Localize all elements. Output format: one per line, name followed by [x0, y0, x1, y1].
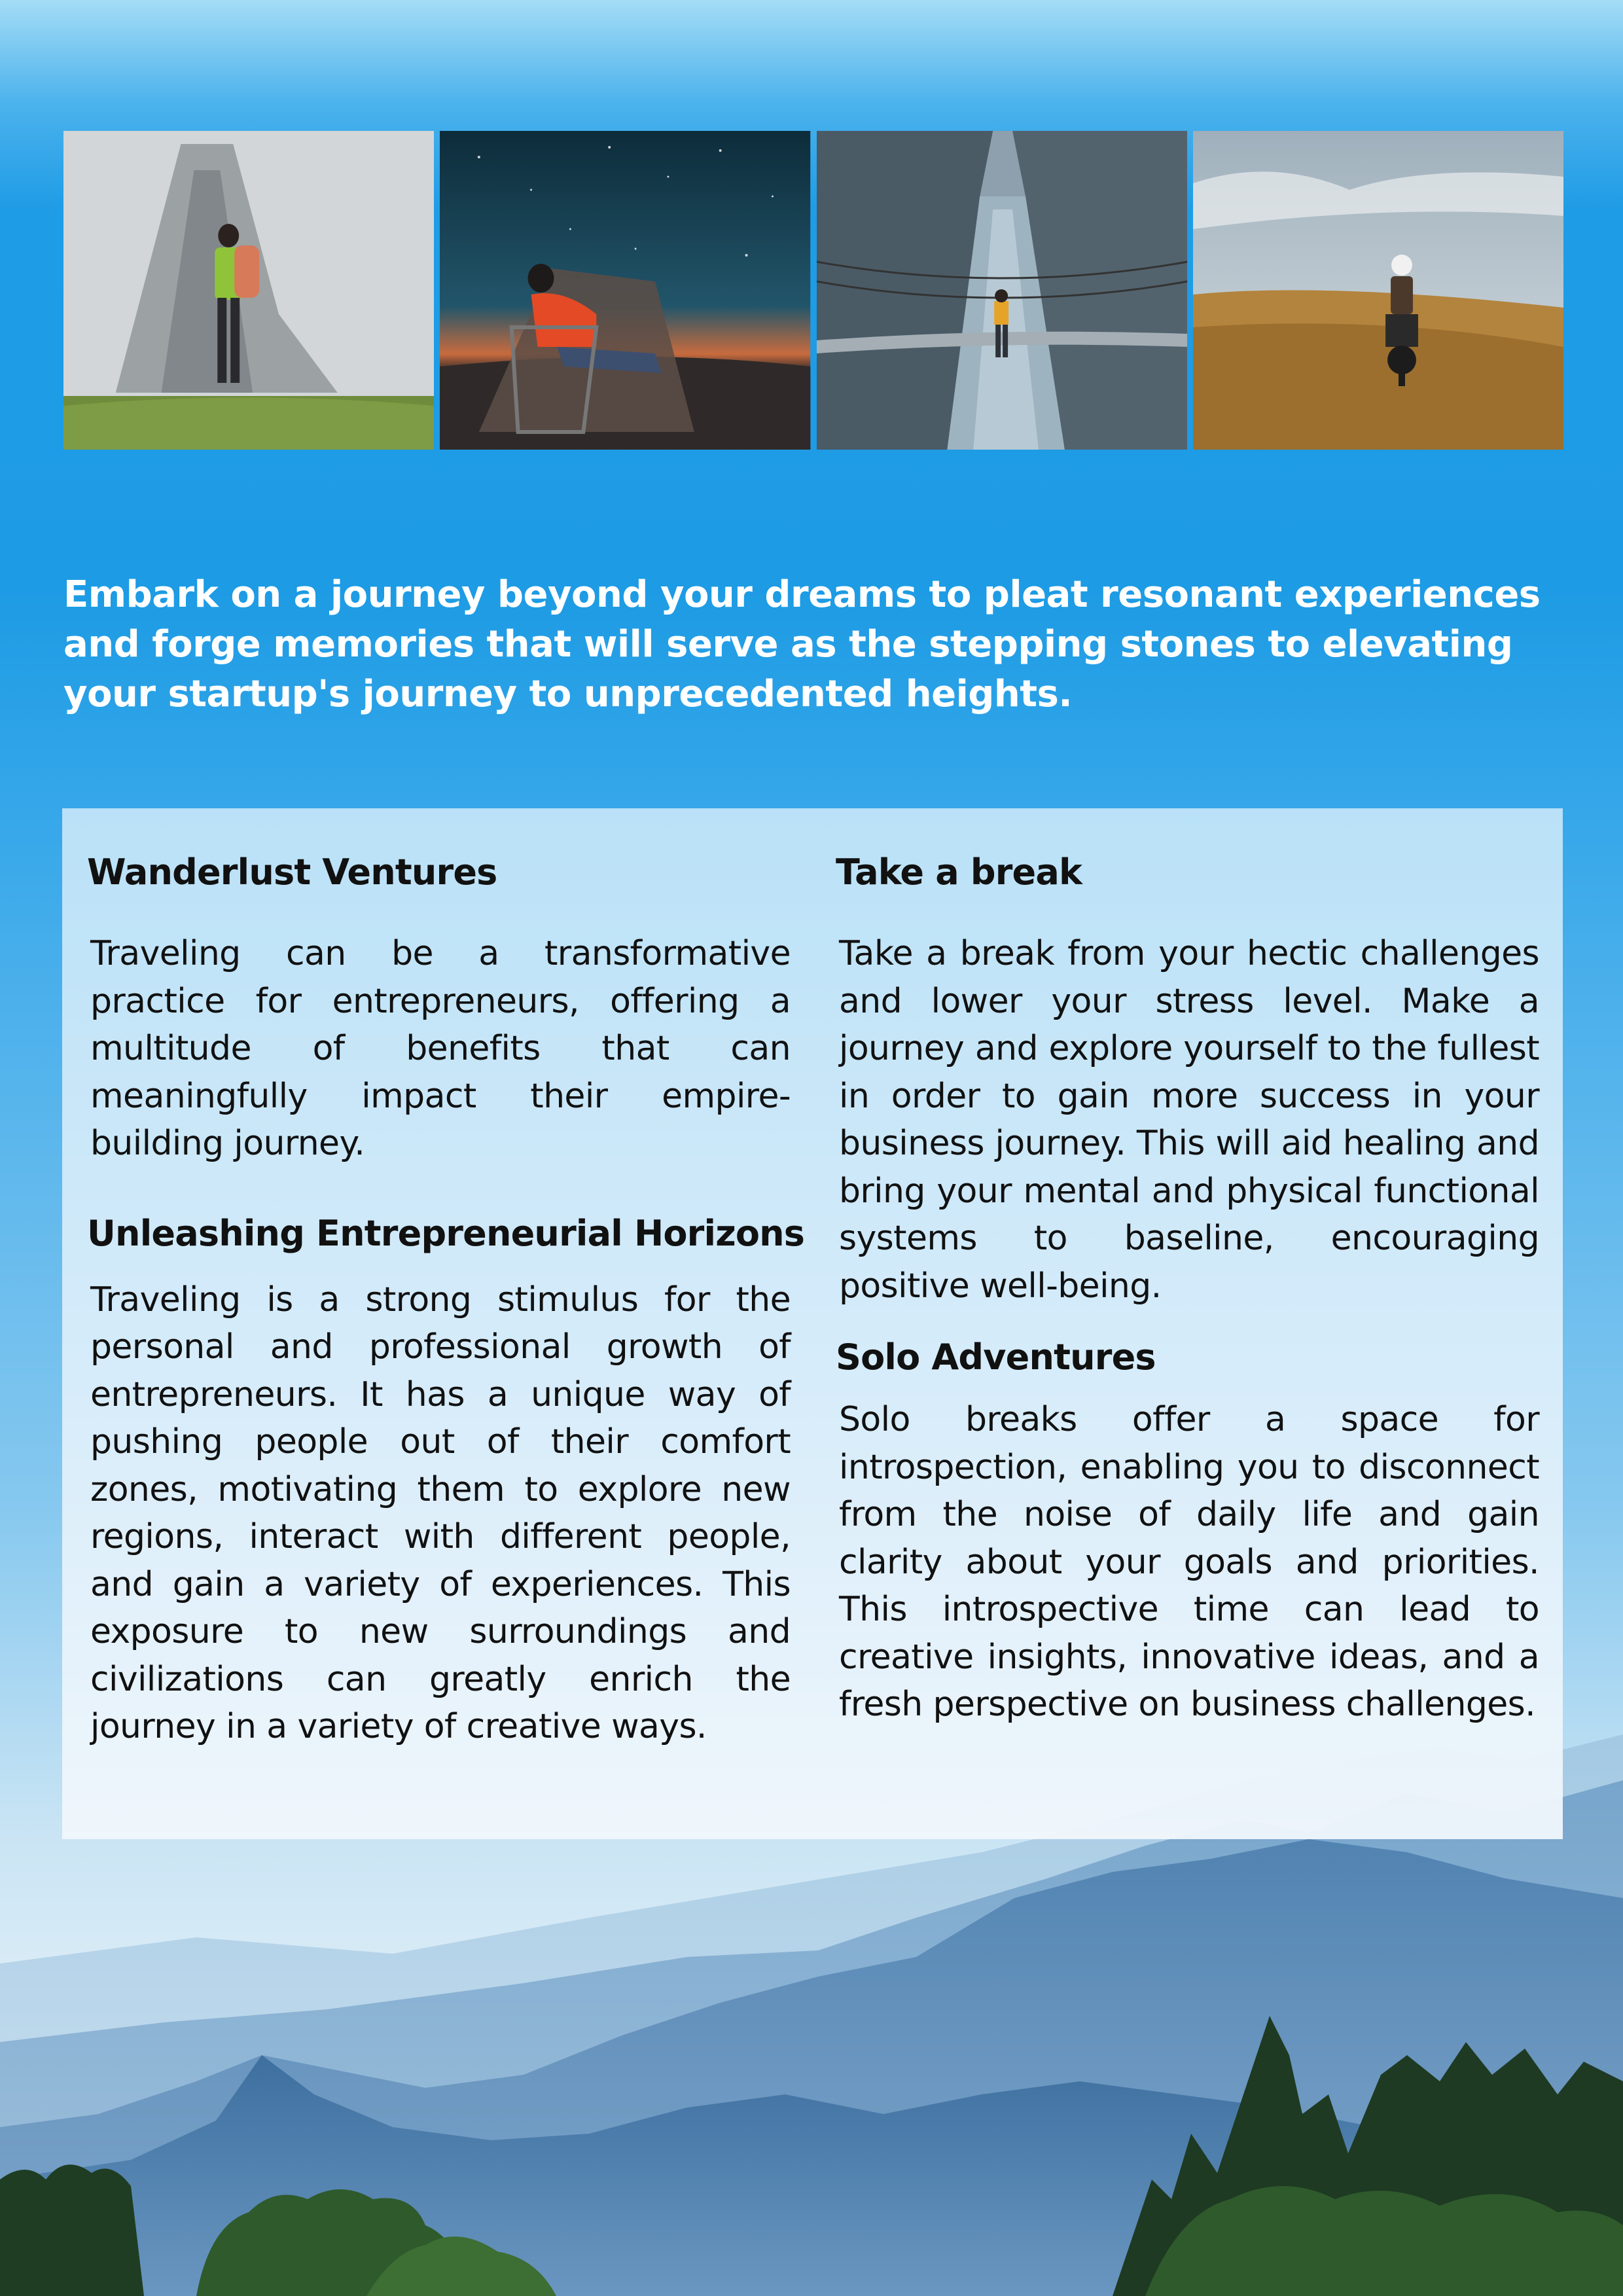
photo-strip: [63, 131, 1563, 450]
right-column: [836, 808, 1539, 1729]
stargazing-camper-photo: [440, 131, 810, 450]
solo-adventures-heading: Solo Adventures: [836, 1336, 1156, 1378]
suspension-bridge-photo: [817, 131, 1187, 450]
solo-adventures-body: Solo breaks offer a space for introspection, enabling you to disconnect from the noise of daily life and gain clarity about your goals and priorities. This introspective time can lead to creative insights, innovative ideas, and a fresh perspective on business challenges.: [839, 1400, 1539, 1724]
horizons-heading: Unleashing Entrepreneurial Horizons: [87, 1212, 805, 1254]
wanderlust-body: Traveling can be a transformative practice for entrepreneurs, offering a multitude of benefits that can meaningfully impact their empire-building journey.: [90, 934, 791, 1163]
take-a-break-heading: Take a break: [836, 852, 1082, 893]
content-card: [62, 808, 1563, 1839]
left-column: [87, 808, 805, 1751]
hiker-with-backpack-photo: [63, 131, 434, 450]
intro-tagline: Embark on a journey beyond your dreams to pleat resonant experiences and forge memories that will serve as the stepping stones to elevating your startup's journey to unprecedented heights.: [63, 573, 1541, 715]
motorcyclist-photo: [1193, 131, 1563, 450]
wanderlust-heading: Wanderlust Ventures: [87, 852, 497, 893]
take-a-break-body: Take a break from your hectic challenges and lower your stress level. Make a journey and explore yourself to the fullest in order to gain more success in your business journey. This will aid healing and bring your mental and physical functional systems to baseline, encouraging positive well-being.: [839, 934, 1539, 1306]
horizons-body: Traveling is a strong stimulus for the personal and professional growth of entrepreneurs. It has a unique way of pushing people out of their comfort zones, motivating them to explore new regions, interact with different people, and gain a variety of experiences. This exposure to new surroundings and civilizations can greatly enrich the journey in a variety of creative ways.: [90, 1280, 791, 1746]
